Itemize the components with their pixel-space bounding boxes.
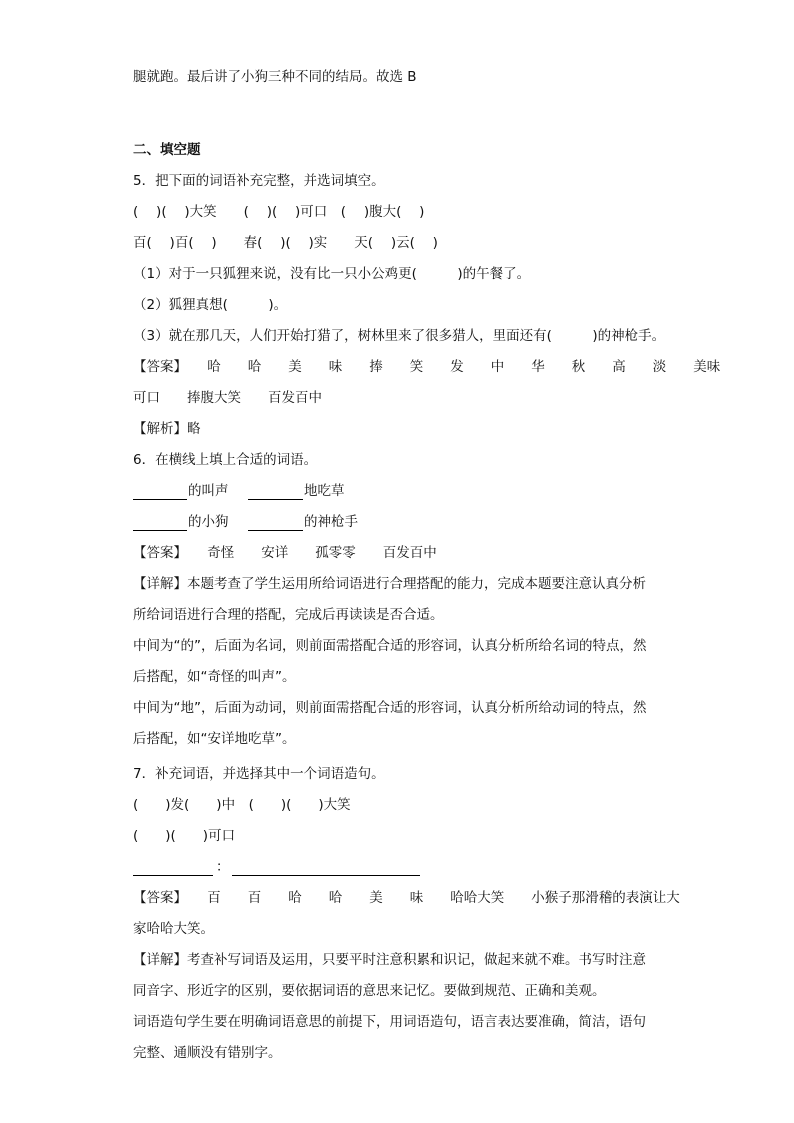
section-heading: 二、填空题: [133, 142, 201, 158]
answer-line-cont: 可口 捧腹大笑 百发百中: [133, 390, 322, 406]
explanation-line: 后搭配，如“奇怪的叫声”。: [133, 669, 296, 685]
explanation-line: 【详解】本题考查了学生运用所给词语进行合理搭配的能力，完成本题要注意认真分析: [133, 576, 646, 592]
text-line: 腿就跑。最后讲了小狗三种不同的结局。故选 B: [133, 69, 417, 85]
sub-question-1: （1）对于一只狐狸来说，没有比一只小公鸡更( )的午餐了。: [133, 266, 531, 282]
question-6: 6．在横线上填上合适的词语。: [133, 452, 318, 468]
fill-row-4: ( )( )可口: [133, 828, 236, 844]
explanation-line: 所给词语进行合理的搭配，完成后再读读是否合适。: [133, 607, 444, 623]
blank-line: [133, 875, 213, 876]
explanation-line: 后搭配，如“安详地吃草”。: [133, 731, 296, 747]
blank-line: [248, 499, 303, 500]
fill-row-2: 百( )百( ) 春( )( )实 天( )云( ): [133, 235, 438, 251]
answer-line: 【答案】 哈 哈 美 味 捧 笑 发 中 华 秋 高 淡 美味: [133, 359, 721, 375]
fill-row-3: ( )发( )中 ( )( )大笑: [133, 797, 351, 813]
blank-line: [248, 530, 303, 531]
analysis-line: 【解析】略: [133, 421, 201, 437]
explanation-line: 中间为“的”，后面为名词，则前面需搭配合适的形容词，认真分析所给名词的特点，然: [133, 638, 647, 654]
blank-suffix: 的神枪手: [304, 514, 358, 530]
blank-suffix: 的叫声: [188, 483, 229, 499]
fill-row-1: ( )( )大笑 ( )( )可口 ( )腹大( ): [133, 204, 425, 220]
explanation-line: 中间为“地”，后面为动词，则前面需搭配合适的形容词，认真分析所给动词的特点，然: [133, 700, 647, 716]
blank-line: [133, 499, 187, 500]
blank-suffix: 地吃草: [304, 483, 345, 499]
answer-line: 【答案】 百 百 哈 哈 美 味 哈哈大笑 小猴子那滑稽的表演让大: [133, 890, 680, 906]
blank-line: [232, 875, 420, 876]
colon-separator: ：: [216, 859, 230, 875]
explanation-line: 完整、通顺没有错别字。: [133, 1045, 282, 1061]
explanation-line: 同音字、形近字的区别，要依据词语的意思来记忆。要做到规范、正确和美观。: [133, 983, 606, 999]
answer-line: 【答案】 奇怪 安详 孤零零 百发百中: [133, 545, 437, 561]
question-5: 5．把下面的词语补充完整，并选词填空。: [133, 173, 385, 189]
sub-question-3: （3）就在那几天，人们开始打猎了，树林里来了很多猎人，里面还有( )的神枪手。: [133, 328, 666, 344]
sub-question-2: （2）狐狸真想( )。: [133, 297, 288, 313]
blank-suffix: 的小狗: [188, 514, 229, 530]
question-7: 7．补充词语，并选择其中一个词语造句。: [133, 766, 385, 782]
blank-line: [133, 530, 187, 531]
answer-line-cont: 家哈哈大笑。: [133, 921, 214, 937]
explanation-line: 词语造句学生要在明确词语意思的前提下，用词语造句，语言表达要准确，简洁，语句: [133, 1014, 646, 1030]
explanation-line: 【详解】考查补写词语及运用，只要平时注意积累和识记，做起来就不难。书写时注意: [133, 952, 646, 968]
